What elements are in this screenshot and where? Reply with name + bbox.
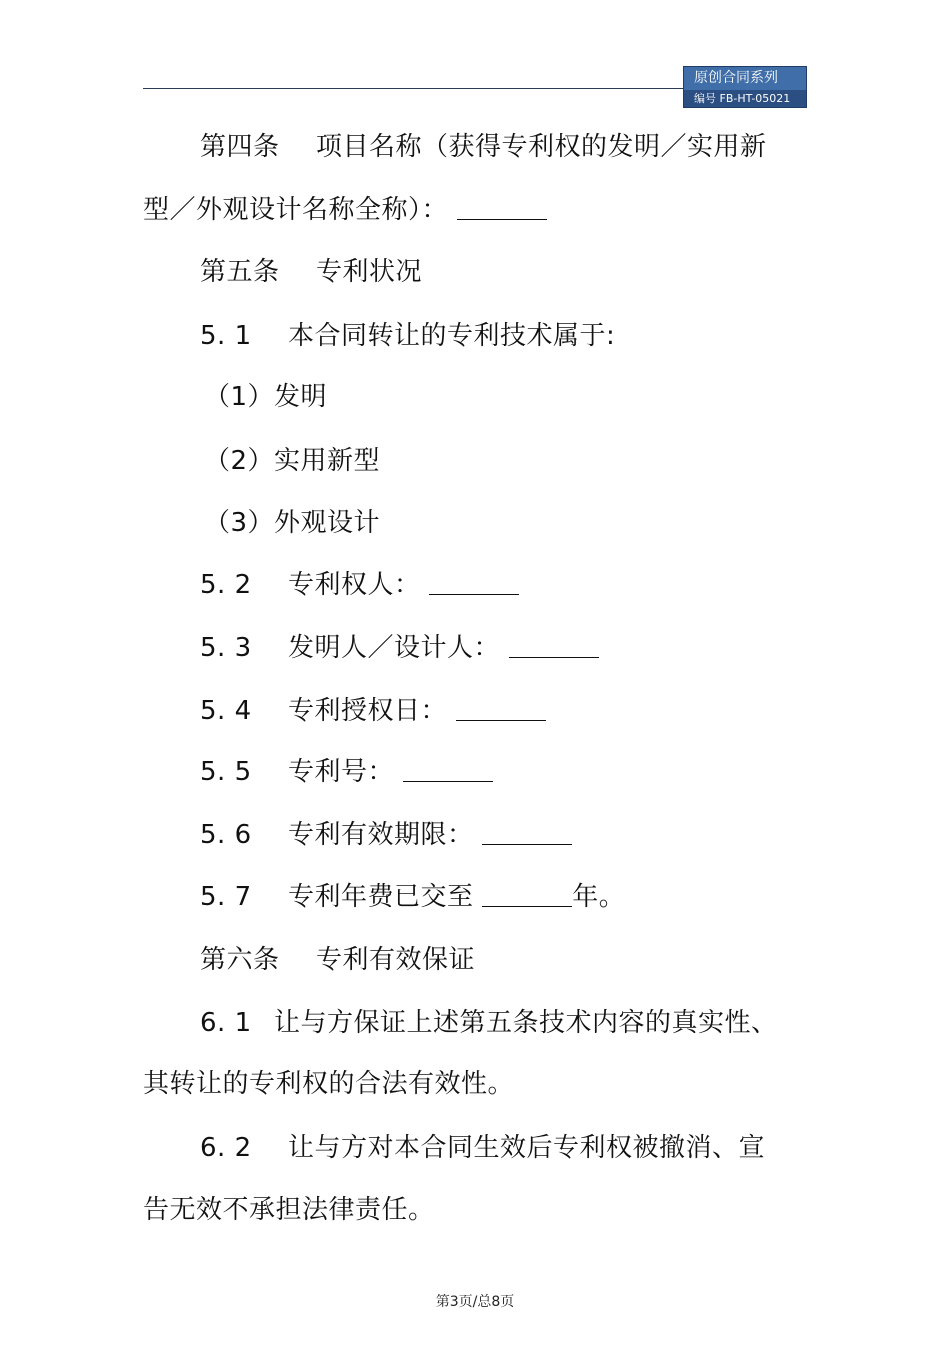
- article-4-text: 项目名称（获得专利权的发明／实用新: [316, 132, 767, 162]
- clause-6-1-number: 6. 1: [200, 1008, 252, 1038]
- article-5-heading: [200, 257, 422, 287]
- article-4-line-1: [200, 132, 767, 162]
- header-rule: [143, 88, 683, 89]
- clause-5-2-number: 5. 2: [200, 570, 252, 600]
- clause-5-4-number: 5. 4: [200, 696, 252, 726]
- article-5-title: 专利状况: [316, 257, 423, 287]
- clause-5-5-number: 5. 5: [200, 757, 252, 787]
- clause-5-3-blank: [509, 635, 599, 658]
- article-4-blank: [457, 197, 547, 220]
- clause-5-1: [200, 321, 615, 351]
- clause-5-7-blank: [482, 884, 572, 907]
- clause-5-7-text: 专利年费已交至: [288, 882, 474, 912]
- clause-5-5-blank: [403, 759, 493, 782]
- option-3: （3）外观设计: [204, 508, 381, 538]
- clause-5-6: [200, 820, 572, 850]
- clause-5-7-number: 5. 7: [200, 882, 252, 912]
- clause-5-5: [200, 757, 493, 787]
- article-6-heading: [200, 945, 475, 975]
- clause-5-3: [200, 633, 599, 663]
- clause-5-5-text: 专利号：: [288, 757, 395, 787]
- article-5-number: 第五条: [200, 257, 280, 287]
- clause-5-7-suffix: 年。: [572, 882, 626, 912]
- option-1: （1）发明: [204, 382, 328, 412]
- clause-5-2: [200, 570, 519, 600]
- article-4-text-cont: 型／外观设计名称全称）：: [143, 195, 449, 225]
- clause-6-2-number: 6. 2: [200, 1133, 252, 1163]
- clause-6-2-line-1: [200, 1133, 765, 1163]
- series-code: 编号 FB-HT-05021: [684, 90, 806, 107]
- clause-5-1-number: 5. 1: [200, 321, 252, 351]
- clause-6-2-text: 让与方对本合同生效后专利权被撤消、宣: [288, 1133, 766, 1163]
- article-4-line-2: [143, 195, 547, 225]
- clause-5-4: [200, 696, 546, 726]
- clause-6-1-line-1: [200, 1008, 778, 1038]
- clause-6-1-text: 让与方保证上述第五条技术内容的真实性、: [274, 1008, 778, 1038]
- clause-5-4-text: 专利授权日：: [288, 696, 448, 726]
- clause-5-1-text: 本合同转让的专利技术属于:: [288, 321, 616, 351]
- page-number: 第3页/总8页: [435, 1294, 515, 1310]
- article-6-number: 第六条: [200, 945, 280, 975]
- clause-5-3-number: 5. 3: [200, 633, 252, 663]
- clause-5-6-text: 专利有效期限：: [288, 820, 474, 850]
- option-2: （2）实用新型: [204, 446, 381, 476]
- clause-6-2-line-2: 告无效不承担法律责任。: [143, 1195, 435, 1225]
- clause-5-4-blank: [456, 698, 546, 721]
- clause-5-2-text: 专利权人：: [288, 570, 421, 600]
- clause-5-2-blank: [429, 572, 519, 595]
- series-title: 原创合同系列: [684, 67, 806, 90]
- clause-5-6-blank: [482, 822, 572, 845]
- clause-5-3-text: 发明人／设计人：: [288, 633, 501, 663]
- clause-5-6-number: 5. 6: [200, 820, 252, 850]
- article-6-title: 专利有效保证: [316, 945, 476, 975]
- article-4-number: 第四条: [200, 132, 280, 162]
- clause-6-1-line-2: 其转让的专利权的合法有效性。: [143, 1069, 515, 1099]
- clause-5-7: [200, 882, 625, 912]
- series-badge: [683, 66, 807, 108]
